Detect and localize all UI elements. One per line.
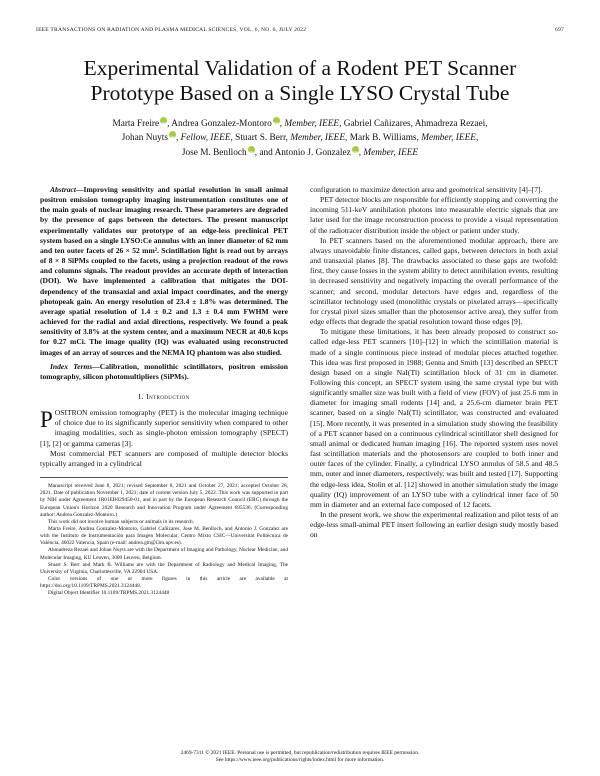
copyright-footer [36, 750, 564, 764]
orcid-icon[interactable] [352, 146, 359, 153]
journal-name: IEEE TRANSACTIONS ON RADIATION AND PLASMA MEDICAL SCIENCES, VOL. 6, NO. 6, JULY 2022 [36, 27, 307, 33]
footnote: Manuscript received June 8, 2021; revised September 8, 2021 and October 27, 2021; accepted October 28, 2021. Date of publication November 1, 2021; date of current version July 5, 2022. This work was supported in part by NIH under Agreement 1R01EB029450-01, and in part by the European Research Council (ERC) through the European Union's Horizon 2020 Research and Innovation Program under Agreement 695536. (Corresponding author: Andrea Gonzalez-Montoro.) [40, 483, 288, 518]
index-terms [40, 362, 288, 382]
intro-lead-word: OSITRON [54, 408, 88, 418]
paper-title [36, 56, 564, 106]
footnote[interactable]: Color versions of one or more figures in this article are available at https://doi.org/10.1109/TRPMS.2021.3124448. [40, 576, 288, 590]
index-terms-label: Index Terms [50, 361, 93, 371]
author-name: , Mark B. Williams, [345, 133, 422, 144]
author-name: , Stuart S. Berr, [230, 133, 291, 144]
author-name: , Andrea Gonzalez-Montoro [167, 119, 272, 129]
footnote: Ahmadreza Rezaei and Johan Nuyts are with the Department of Imaging and Pathology, Nuclear Medicine, and Molecular Imaging, KU Leuven, 3000 Leuven, Belgium. [40, 547, 288, 561]
drop-cap: P [40, 407, 53, 433]
author-name: Marta Freire [112, 119, 160, 129]
author-name: , and Antonio J. Gonzalez [254, 147, 351, 158]
title-line-1: Experimental Validation of a Rodent PET Scanner [83, 56, 517, 80]
orcid-icon[interactable] [169, 131, 176, 138]
abstract-label: Abstract [50, 185, 76, 194]
author-role: Member, IEEE [421, 133, 476, 144]
intro-text: emission tomography (PET) is the molecular imaging technique of choice due to its significantly superior sensitivity when compared to other imaging modalities, such as single-photon emission tomography (SPECT) [1], [2] or gamma cameras [3]. [40, 408, 288, 448]
footnotes [40, 477, 288, 598]
rights-link[interactable]: See https://www.ieee.org/publications/rights/index.html for more information. [215, 757, 385, 764]
running-header [36, 27, 564, 33]
abstract [40, 185, 288, 358]
body-paragraph: To mitigate these limitations, it has been already proposed to construct so-called edge-less PET scanners [10]–[12] in which the scintillation material is made of a single continuous piece instead of modular pieces attached together. This idea was first proposed in 1988; Genna and Smith [13] described an SPECT design based on a single NaI(Tl) scintillation block of 31 cm in diameter. Following this concept, an SPECT system using the same crystal type but with significantly smaller size was built with a field of view (FOV) of just 25.6 mm in diameter for imaging small rodents [14] and, a 25.6-cm diameter brain PET scanner, based on a single NaI(Tl) scintillator, was constructed and evaluated [15]. More recently, it was presented in a simulation study showing the feasibility of a PET scanner based on a continuous cylindrical scintillator shell designed for small animal or dedicated human imaging [16]. The reported system uses novel fast scintillation materials and the photosensors are coupled to both inner and outer faces of the cylinder. Finally, a cylindrical LYSO annulus of 58.5 and 48.5 mm, outer and inner diameters, respectively, was built and tested [17]. Supporting the edge-less idea, Stolin et al. [12] showed in another simulation study the image quality (IQ) improvement of an LYSO tube with a cylindrical inner face of 50 mm in diameter and an external face composed of 12 facets. [310, 327, 558, 509]
author-role: , Member, IEEE [358, 147, 419, 158]
title-line-2: Prototype Based on a Single LYSO Crystal Tube [90, 81, 510, 105]
body-paragraph: configuration to maximize detection area and geometrical sensitivity [4]–[7]. [310, 185, 543, 194]
body-paragraph: PET detector blocks are responsible for efficiently stopping and converting the incoming 511-keV annihilation photons into measurable electric signals that are later used for the image reconstruction process to provide a visual representation of the radiotracer distribution inside the object or patient under study. [310, 195, 558, 235]
footnote: Marta Freire, Andrea Gonzalez-Montoro, Gabriel Cañizares, Jose M. Benlloch, and Antonio J. Gonzalez are with the Instituto de Instrumentación para Imagen Molecular, Centro Mixto CSIC—Universitat Politècnica de València, 46022 Valencia, Spain (e-mail: andrea.gm@i3m.upv.es). [40, 526, 288, 547]
author-separator: , [475, 133, 479, 144]
author-name: , Gabriel Cañizares, Ahmadreza Rezaei, [339, 119, 488, 129]
intro-paragraph [40, 408, 288, 449]
right-column [310, 185, 558, 540]
page-number: 697 [555, 27, 564, 33]
author-list [70, 117, 530, 160]
copyright-line: 2469-7311 © 2021 IEEE. Personal use is permitted, but republication/redistribution requires IEEE permission. [180, 750, 420, 756]
orcid-icon[interactable] [248, 146, 255, 153]
intro-paragraph: Most commercial PET scanners are composed of multiple detector blocks typically arranged in a cylindrical [40, 448, 288, 468]
section-heading: I. Introduction [138, 391, 190, 401]
footnote-doi: Digital Object Identifier 10.1109/TRPMS.2021.3124448 [48, 590, 170, 597]
footnote: This work did not involve human subjects or animals in its research. [48, 518, 195, 525]
orcid-icon[interactable] [160, 117, 167, 124]
body-paragraph: In PET scanners based on the aforementioned modular approach, there are always unavoidable finite distances, called gaps, between detectors in both axial and transaxial planes [8]. The drawbacks associated to these gaps are twofold: first, they cause losses in the system ability to detect annihilation events, resulting in decreased sensitivity and negatively impacting the overall performance of the scanner; and second, modular detectors have edges and, regardless of the scintillator technology used (monolithic crystals or pixelated arrays—specifically for crystal pixel sizes smaller than the photosensor active area), they suffer from edge effects that degrade the spatial resolution toward those edges [9]. [310, 235, 558, 327]
footnote: Stuart S. Berr and Mark B. Williams are with the Department of Radiology and Medical Imaging, The University of Virginia, Charlottesville, VA 22904 USA. [40, 561, 288, 575]
author-role: , Fellow, IEEE [175, 133, 231, 144]
author-name: Johan Nuyts [121, 133, 168, 144]
abstract-text: —Improving sensitivity and spatial resolution in small animal positron emission tomography imaging instrumentation constitutes one of the main goals of nuclear imaging research. These parameters are degraded by the presence of gaps between the detectors. The present manuscript experimentally validates our prototype of an edge-less preclinical PET system based on a single LYSO:Ce annulus with an inner diameter of 62 mm and ten outer facets of 26 × 52 mm². Scintillation light is read out by arrays of 8 × 8 SiPMs coupled to the facets, using a projection readout of the rows and columns signals. The readout provides an accurate depth of interaction (DOI). We have implemented a calibration that mitigates the DOI-dependency of the transaxial and axial impact coordinates, and the energy photopeak gain. An energy resolution of 23.4 ± 1.8% was determined. The average spatial resolution of 1.4 ± 0.2 and 1.3 ± 0.4 mm FWHM were achieved for the radial and axial directions, respectively. We found a peak sensitivity of 3.8% at the system center, and a maximum NECR at 40.6 kcps for 0.27 mCi. The image quality (IQ) was evaluated using reconstructed images of an array of sources and the NEMA IQ phantom was also studied. [40, 185, 288, 357]
author-role: , Member, IEEE [279, 119, 340, 129]
author-name: Jose M. Benlloch [181, 147, 247, 158]
author-role: Member, IEEE [290, 133, 346, 144]
index-terms-text: —Calibration, monolithic scintillators, positron emission tomography, silicon photomultipliers (SiPMs). [40, 361, 288, 381]
orcid-icon[interactable] [273, 117, 280, 124]
body-paragraph: In the present work, we show the experimental realization and pilot tests of an edge-less small-animal PET insert following an earlier design study mostly based on [310, 510, 558, 540]
left-column [40, 185, 288, 598]
